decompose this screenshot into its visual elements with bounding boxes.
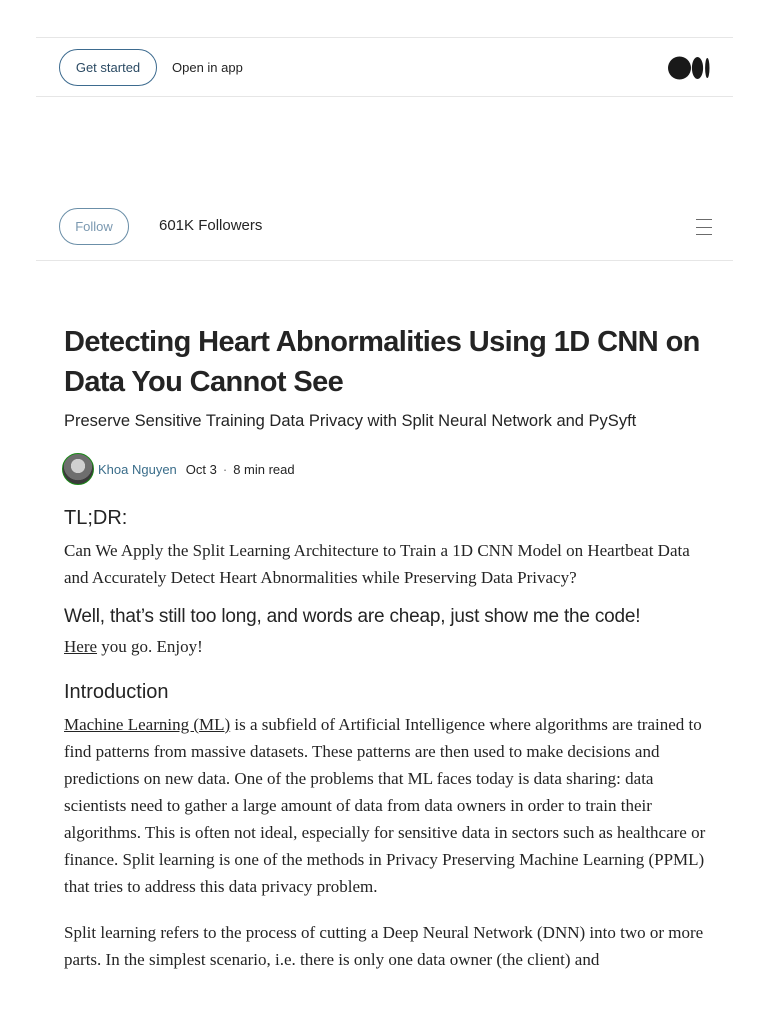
read-time: 8 min read — [233, 461, 295, 477]
open-in-app-link[interactable]: Open in app — [172, 60, 243, 75]
introduction-heading: Introduction — [64, 681, 169, 703]
machine-learning-link[interactable]: Machine Learning (ML) — [64, 715, 231, 734]
introduction-paragraph — [64, 711, 714, 900]
tldr-heading: TL;DR: — [64, 507, 128, 529]
here-paragraph-text: you go. Enjoy! — [97, 637, 203, 656]
tldr-paragraph: Can We Apply the Split Learning Architecture to Train a 1D CNN Model on Heartbeat Data and Accurately Detect Heart Abnormalities while Preserving Data Privacy? — [64, 541, 690, 587]
article-subtitle: Preserve Sensitive Training Data Privacy with Split Neural Network and PySyft — [64, 412, 637, 430]
byline-separator: · — [222, 461, 228, 477]
publish-date: Oct 3 — [185, 461, 217, 477]
here-link[interactable]: Here — [64, 637, 98, 656]
author-name-link[interactable]: Khoa Nguyen — [98, 461, 177, 477]
code-callout-heading: Well, that’s still too long, and words are cheap, just show me the code! — [64, 606, 641, 627]
get-started-button[interactable]: Get started — [59, 49, 157, 86]
author-avatar[interactable] — [62, 453, 94, 485]
article — [64, 322, 714, 973]
medium-logo-icon[interactable] — [668, 56, 711, 80]
follow-button[interactable]: Follow — [59, 208, 129, 245]
article-title: Detecting Heart Abnormalities Using 1D CNN on Data You Cannot See — [64, 326, 700, 398]
here-paragraph — [64, 633, 714, 660]
top-navigation-bar — [36, 37, 733, 97]
hamburger-menu-icon[interactable] — [696, 219, 712, 235]
followers-count: 601K Followers — [159, 217, 263, 234]
split-learning-paragraph: Split learning refers to the process of cutting a Deep Neural Network (DNN) into two or more parts. In the simplest scenario, i.e. there is only one data owner (the client) and — [64, 923, 704, 969]
byline — [64, 453, 714, 485]
introduction-paragraph-text: is a subfield of Artificial Intelligence where algorithms are trained to find patterns from massive datasets. These patterns are then used to make decisions and predictions on new data. One of the problems that ML faces today is data sharing: data scientists need to gather a large amount of data from data owners in order to train their algorithms. This is often not ideal, especially for sensitive data in sectors such as healthcare or finance. Split learning is one of the methods in Privacy Preserving Machine Learning (PPML) that tries to address this data privacy problem. — [64, 715, 706, 896]
publication-bar — [36, 200, 733, 261]
